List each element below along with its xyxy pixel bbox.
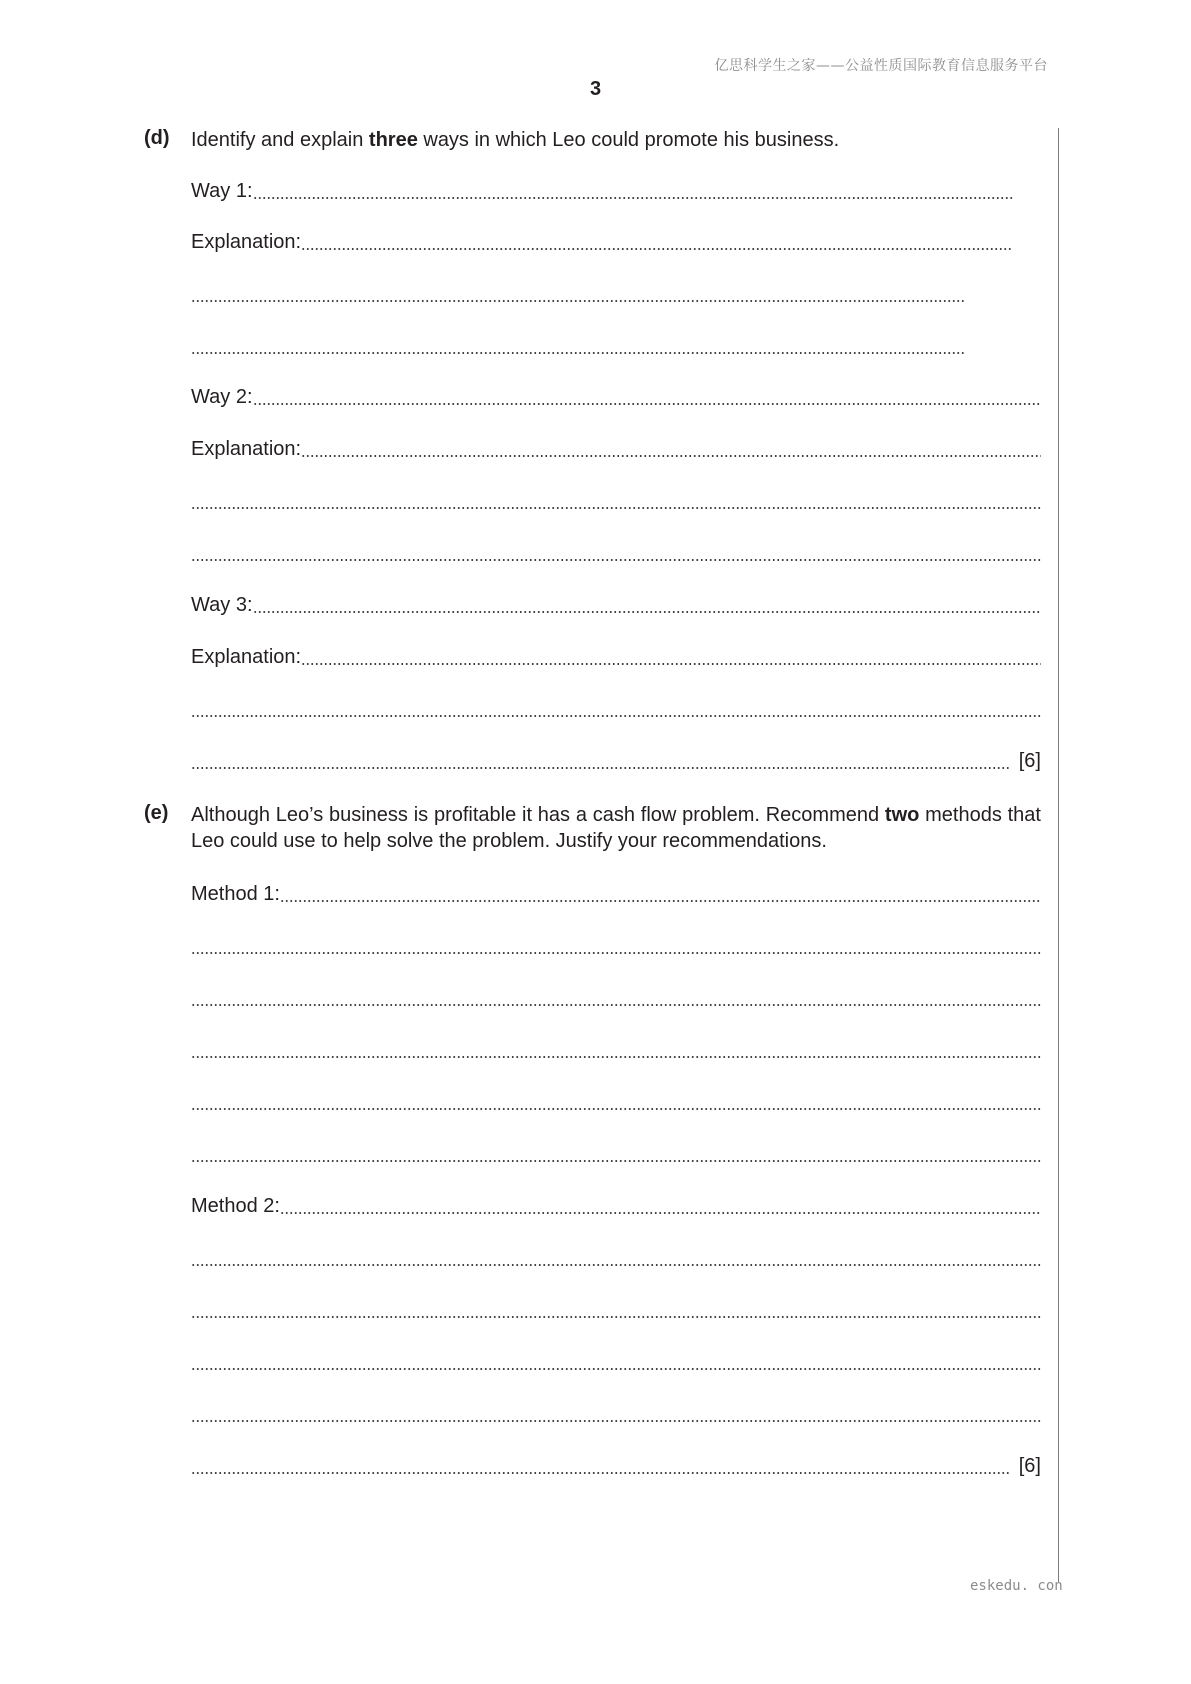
method1-line[interactable] <box>191 880 1041 906</box>
question-e-text-pre: Although Leo’s business is profitable it has a cash flow problem. Recommend <box>191 804 885 826</box>
way1-answer-line[interactable] <box>191 332 966 358</box>
way1-answer-line[interactable] <box>191 280 966 306</box>
way1-explanation-label: Explanation: <box>191 231 302 253</box>
question-e-text-bold: two <box>884 804 920 826</box>
method2-answer-line[interactable] <box>191 1452 1041 1478</box>
way3-label: Way 3: <box>191 594 253 616</box>
method2-answer-line[interactable] <box>191 1244 1041 1270</box>
page-number: 3 <box>589 78 602 100</box>
question-d-text-post: ways in which Leo could promote his business. <box>417 129 840 151</box>
method1-answer-line[interactable] <box>191 1036 1041 1062</box>
way3-answer-line[interactable] <box>191 747 1041 773</box>
method2-answer-line[interactable] <box>191 1400 1041 1426</box>
way2-label: Way 2: <box>191 386 253 408</box>
question-e-marks: [6] <box>1018 1455 1041 1477</box>
way3-answer-line[interactable] <box>191 695 1041 721</box>
method1-answer-line[interactable] <box>191 984 1041 1010</box>
way1-line[interactable] <box>191 177 1013 203</box>
method2-answer-line[interactable] <box>191 1296 1041 1322</box>
method2-answer-line[interactable] <box>191 1348 1041 1374</box>
question-d-text <box>191 127 1041 153</box>
way1-label: Way 1: <box>191 180 253 202</box>
question-d-marks: [6] <box>1018 750 1041 772</box>
question-e-label: (e) <box>144 802 169 824</box>
way1-explanation-line[interactable] <box>191 228 1013 254</box>
method2-line[interactable] <box>191 1192 1041 1218</box>
footer-watermark: eskedu. con <box>970 1578 1063 1594</box>
method1-answer-line[interactable] <box>191 932 1041 958</box>
way2-explanation-line[interactable] <box>191 435 1041 461</box>
question-d-label: (d) <box>144 127 170 149</box>
way2-answer-line[interactable] <box>191 487 1041 513</box>
way3-explanation-line[interactable] <box>191 643 1041 669</box>
question-d-text-pre: Identify and explain <box>191 129 369 151</box>
way2-explanation-label: Explanation: <box>191 438 302 460</box>
method1-answer-line[interactable] <box>191 1140 1041 1166</box>
method1-answer-line[interactable] <box>191 1088 1041 1114</box>
way3-explanation-label: Explanation: <box>191 646 302 668</box>
method1-label: Method 1: <box>191 883 280 905</box>
method2-label: Method 2: <box>191 1195 280 1217</box>
header-watermark: 亿思科学生之家——公益性质国际教育信息服务平台 <box>714 58 1048 74</box>
question-d-text-bold: three <box>368 129 418 151</box>
margin-line <box>1058 128 1059 1582</box>
question-e-text-post: methods that Leo could use to help solve the problem. Justify your recommendations. <box>191 804 1041 852</box>
way3-line[interactable] <box>191 591 1041 617</box>
way2-answer-line[interactable] <box>191 539 1041 565</box>
way2-line[interactable] <box>191 383 1041 409</box>
question-e-text <box>191 802 1041 854</box>
